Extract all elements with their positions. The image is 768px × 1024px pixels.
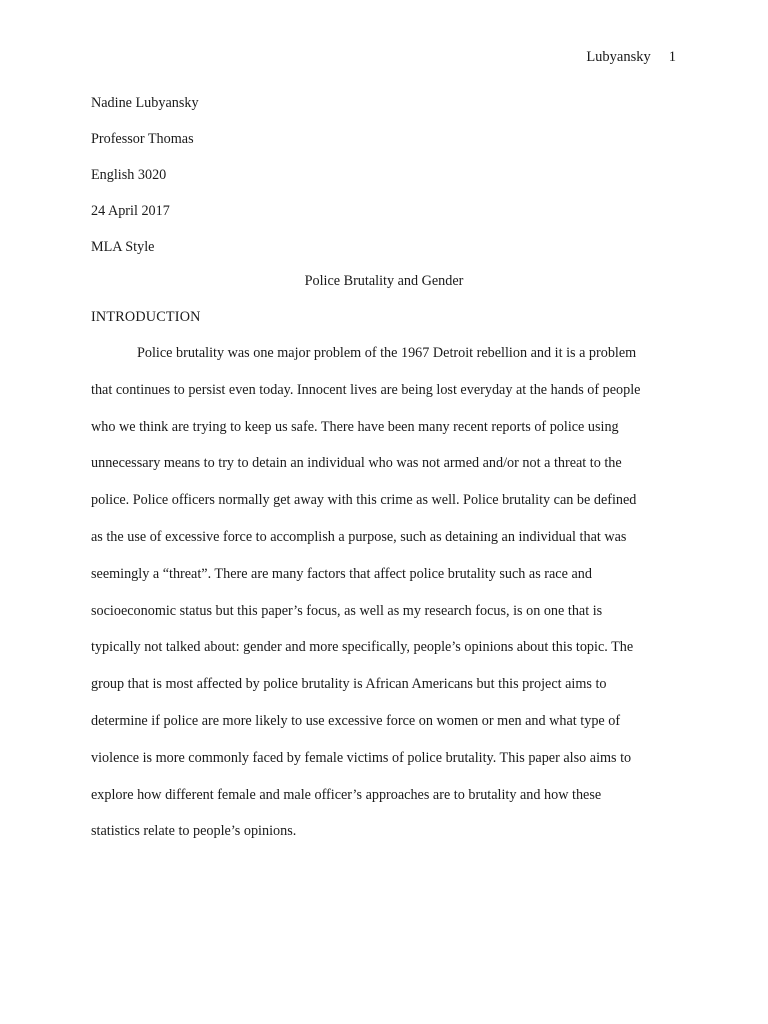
paper-title: Police Brutality and Gender (304, 273, 464, 289)
body-line: unnecessary means to try to detain an individual who was not armed and/or not a threat to the (91, 455, 622, 472)
date: 24 April 2017 (91, 203, 170, 219)
style-note: MLA Style (91, 239, 155, 255)
course-name: English 3020 (91, 167, 167, 183)
running-head (586, 47, 676, 67)
body-line: police. Police officers normally get away with this crime as well. Police brutality can be defined (91, 492, 637, 509)
author-name: Nadine Lubyansky (91, 95, 199, 111)
body-line: violence is more commonly faced by female victims of police brutality. This paper also aims to (91, 749, 632, 766)
body-line: statistics relate to people’s opinions. (91, 823, 297, 840)
body-line: socioeconomic status but this paper’s focus, as well as my research focus, is on one that is (91, 602, 603, 619)
body-line: typically not talked about: gender and more specifically, people’s opinions about this topic. The (91, 639, 634, 656)
body-line: who we think are trying to keep us safe. There have been many recent reports of police using (91, 418, 619, 435)
instructor-name: Professor Thomas (91, 131, 194, 147)
body-line: determine if police are more likely to use excessive force on women or men and what type of (91, 712, 621, 729)
body-line: Police brutality was one major problem of the 1967 Detroit rebellion and it is a problem (137, 345, 637, 361)
body-paragraph (91, 343, 681, 858)
running-head-surname: Lubyansky (586, 49, 651, 65)
mla-heading (91, 93, 199, 273)
body-line: group that is most affected by police brutality is African Americans but this project aims to (91, 676, 607, 693)
body-line: that continues to persist even today. Innocent lives are being lost everyday at the hands of people (91, 381, 641, 398)
section-heading: INTRODUCTION (91, 309, 201, 325)
body-line: explore how different female and male officer’s approaches are to brutality and how these (91, 786, 602, 803)
page-number: 1 (668, 49, 676, 65)
body-line: as the use of excessive force to accomplish a purpose, such as detaining an individual that was (91, 528, 627, 545)
body-line: seemingly a “threat”. There are many factors that affect police brutality such as race and (91, 565, 592, 582)
